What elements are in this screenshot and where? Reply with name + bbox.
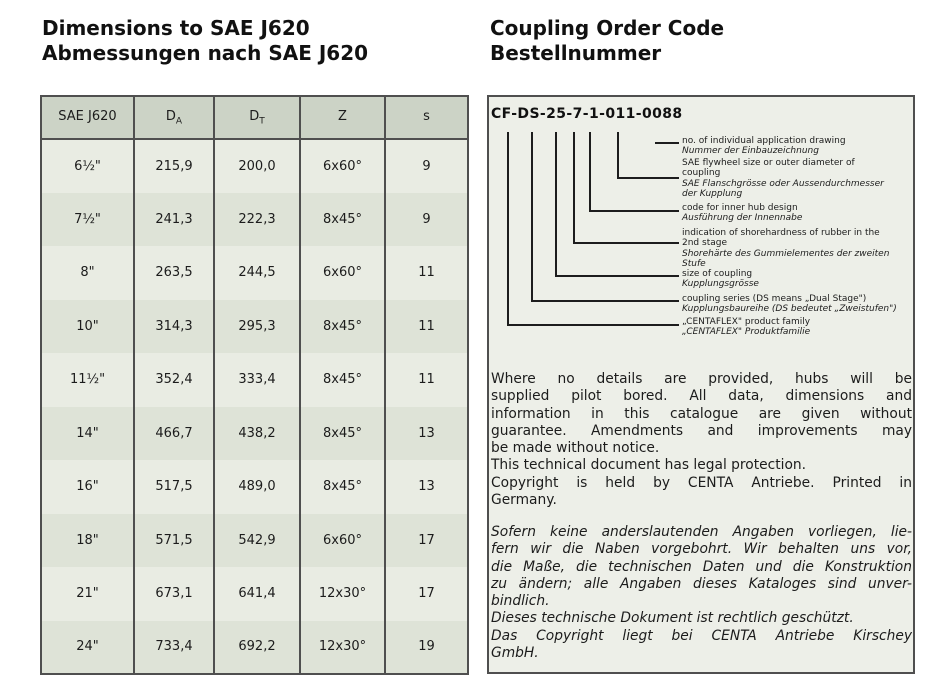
col-header-z: Z bbox=[300, 96, 385, 139]
table-cell: 215,9 bbox=[134, 139, 214, 193]
table-cell: 12x30° bbox=[300, 567, 385, 621]
table-row bbox=[41, 460, 468, 514]
code-label-line: „CENTAFLEX" product family bbox=[682, 317, 811, 327]
code-label-line: code for inner hub design bbox=[682, 203, 798, 213]
code-label-application-drawing bbox=[682, 136, 910, 157]
table-cell: 11½" bbox=[41, 353, 134, 407]
notice-line: Germany. bbox=[491, 492, 557, 509]
table-cell: 692,2 bbox=[214, 621, 300, 675]
table-cell: 11 bbox=[385, 353, 468, 407]
table-cell: 8x45° bbox=[300, 353, 385, 407]
code-connector-line-7 bbox=[573, 132, 575, 244]
code-connector-elbow-cf bbox=[507, 324, 679, 326]
code-connector-elbow-7 bbox=[573, 242, 679, 244]
notice-line: Where no details are provided, hubs will be bbox=[491, 371, 912, 387]
dimensions-title-de: Abmessungen nach SAE J620 bbox=[42, 41, 369, 65]
code-connector-elbow-1 bbox=[589, 210, 679, 212]
table-cell: 11 bbox=[385, 246, 468, 300]
dimensions-title bbox=[42, 16, 368, 66]
code-label-line: indication of shorehardness of rubber in the bbox=[682, 228, 880, 238]
table-cell: 7½" bbox=[41, 193, 134, 247]
code-label-line: Stufe bbox=[682, 258, 706, 269]
code-label-line: Ausführung der Innennabe bbox=[682, 213, 803, 224]
table-cell: 295,3 bbox=[214, 300, 300, 354]
col-header-da: $D_A$ bbox=[134, 96, 214, 139]
table-cell: 19 bbox=[385, 621, 468, 675]
table-row bbox=[41, 353, 468, 407]
table-cell: 571,5 bbox=[134, 514, 214, 568]
code-label-line: 2nd stage bbox=[682, 238, 727, 249]
notice-line: fern wir die Naben vorgebohrt. Wir behalten uns vor, bbox=[491, 541, 912, 558]
table-row bbox=[41, 139, 468, 193]
code-connector-elbow-25 bbox=[555, 275, 679, 277]
code-label-line: SAE flywheel size or outer diameter of bbox=[682, 158, 855, 168]
code-label-line: Shorehärte des Gummielementes der zweiten bbox=[682, 248, 890, 259]
notice-line: be made without notice. bbox=[491, 440, 660, 457]
col-header-sae-j620: SAE J620 bbox=[41, 96, 134, 139]
legal-notice-german bbox=[491, 524, 912, 662]
table-cell: 241,3 bbox=[134, 193, 214, 247]
legal-notice-english bbox=[491, 371, 912, 509]
table-cell: 10" bbox=[41, 300, 134, 354]
table-cell: 8x45° bbox=[300, 300, 385, 354]
table-cell: 641,4 bbox=[214, 567, 300, 621]
code-connector-line-0088 bbox=[655, 142, 679, 144]
table-cell: 8" bbox=[41, 246, 134, 300]
order-code-title-en: Coupling Order Code bbox=[490, 16, 725, 40]
table-cell: 542,9 bbox=[214, 514, 300, 568]
code-label-line: Nummer der Einbauzeichnung bbox=[682, 146, 819, 157]
notice-line: zu ändern; alle Angaben dieses Kataloges sind unver- bbox=[491, 575, 912, 592]
table-header bbox=[41, 96, 468, 139]
table-cell: 18" bbox=[41, 514, 134, 568]
code-label-line: coupling series (DS means „Dual Stage") bbox=[682, 294, 867, 304]
notice-line: guarantee. Amendments and improvements may bbox=[491, 422, 912, 439]
code-connector-elbow-ds bbox=[531, 300, 679, 302]
table-cell: 11 bbox=[385, 300, 468, 354]
order-code-title-de: Bestellnummer bbox=[490, 41, 662, 65]
code-label-product-family bbox=[682, 317, 910, 338]
notice-line: GmbH. bbox=[491, 645, 539, 662]
table-cell: 8x45° bbox=[300, 193, 385, 247]
code-label-hub-design bbox=[682, 203, 910, 224]
code-label-coupling-series bbox=[682, 294, 910, 315]
table-cell: 9 bbox=[385, 139, 468, 193]
order-code-title bbox=[490, 16, 724, 66]
notice-line: die Maße, die technischen Daten und die Konstruktion bbox=[491, 558, 912, 575]
table-cell: 12x30° bbox=[300, 621, 385, 675]
notice-line: supplied pilot bored. All data, dimensions and bbox=[491, 388, 912, 405]
table-cell: 263,5 bbox=[134, 246, 214, 300]
sae-dimensions-table bbox=[40, 95, 469, 675]
table-row bbox=[41, 621, 468, 675]
table-cell: 200,0 bbox=[214, 139, 300, 193]
notice-line: This technical document has legal protection. bbox=[491, 457, 807, 474]
table-cell: 21" bbox=[41, 567, 134, 621]
code-connector-line-011 bbox=[617, 132, 619, 179]
code-label-coupling-size bbox=[682, 269, 910, 290]
table-cell: 17 bbox=[385, 514, 468, 568]
code-connector-elbow-011 bbox=[617, 177, 679, 179]
code-label-shorehardness bbox=[682, 228, 910, 269]
table-cell: 222,3 bbox=[214, 193, 300, 247]
table-cell: 6½" bbox=[41, 139, 134, 193]
table-row bbox=[41, 407, 468, 461]
table-row bbox=[41, 246, 468, 300]
table-cell: 8x45° bbox=[300, 407, 385, 461]
code-connector-line-cf bbox=[507, 132, 509, 326]
notice-line: Copyright is held by CENTA Antriebe. Printed in bbox=[491, 474, 912, 491]
table-cell: 352,4 bbox=[134, 353, 214, 407]
table-cell: 673,1 bbox=[134, 567, 214, 621]
table-cell: 489,0 bbox=[214, 460, 300, 514]
code-label-line: Kupplungsbaureihe (DS bedeutet „Zweistufen") bbox=[682, 304, 897, 315]
table-cell: 13 bbox=[385, 460, 468, 514]
dimensions-title-en: Dimensions to SAE J620 bbox=[42, 16, 310, 40]
order-code-box bbox=[487, 95, 915, 674]
notice-line: information in this catalogue are given without bbox=[491, 405, 912, 422]
table-cell: 9 bbox=[385, 193, 468, 247]
notice-line: Dieses technische Dokument ist rechtlich geschützt. bbox=[491, 610, 854, 627]
table-cell: 333,4 bbox=[214, 353, 300, 407]
table-header-row bbox=[41, 96, 468, 139]
table-cell: 24" bbox=[41, 621, 134, 675]
table-body bbox=[41, 139, 468, 674]
code-label-line: der Kupplung bbox=[682, 188, 743, 199]
code-label-line: no. of individual application drawing bbox=[682, 136, 846, 146]
table-cell: 6x60° bbox=[300, 139, 385, 193]
code-label-line: „CENTAFLEX" Produktfamilie bbox=[682, 327, 811, 338]
table-row bbox=[41, 514, 468, 568]
code-connector-line-25 bbox=[555, 132, 557, 277]
table-cell: 517,5 bbox=[134, 460, 214, 514]
table-row bbox=[41, 193, 468, 247]
order-code-value: CF-DS-25-7-1-011-0088 bbox=[491, 106, 683, 122]
code-connector-line-ds bbox=[531, 132, 533, 302]
table-row bbox=[41, 300, 468, 354]
table-cell: 13 bbox=[385, 407, 468, 461]
table-cell: 6x60° bbox=[300, 246, 385, 300]
notice-line: bindlich. bbox=[491, 593, 550, 610]
notice-line: Sofern keine anderslautenden Angaben vorliegen, lie- bbox=[491, 524, 912, 540]
table-cell: 16" bbox=[41, 460, 134, 514]
code-label-line: Kupplungsgrösse bbox=[682, 279, 759, 290]
table-cell: 438,2 bbox=[214, 407, 300, 461]
code-label-line: coupling bbox=[682, 168, 721, 179]
table-cell: 244,5 bbox=[214, 246, 300, 300]
table-cell: 314,3 bbox=[134, 300, 214, 354]
code-label-line: SAE Flanschgrösse oder Aussendurchmesser bbox=[682, 178, 884, 189]
table-cell: 8x45° bbox=[300, 460, 385, 514]
code-label-line: size of coupling bbox=[682, 269, 753, 279]
table-cell: 14" bbox=[41, 407, 134, 461]
code-connector-line-1 bbox=[589, 132, 591, 212]
col-header-dt: $D_T$ bbox=[214, 96, 300, 139]
table-row bbox=[41, 567, 468, 621]
table-cell: 17 bbox=[385, 567, 468, 621]
table-cell: 733,4 bbox=[134, 621, 214, 675]
code-label-flywheel-size bbox=[682, 158, 910, 199]
col-header-s: s bbox=[385, 96, 468, 139]
table-cell: 466,7 bbox=[134, 407, 214, 461]
table-cell: 6x60° bbox=[300, 514, 385, 568]
notice-line: Das Copyright liegt bei CENTA Antriebe Kirschey bbox=[491, 627, 912, 644]
